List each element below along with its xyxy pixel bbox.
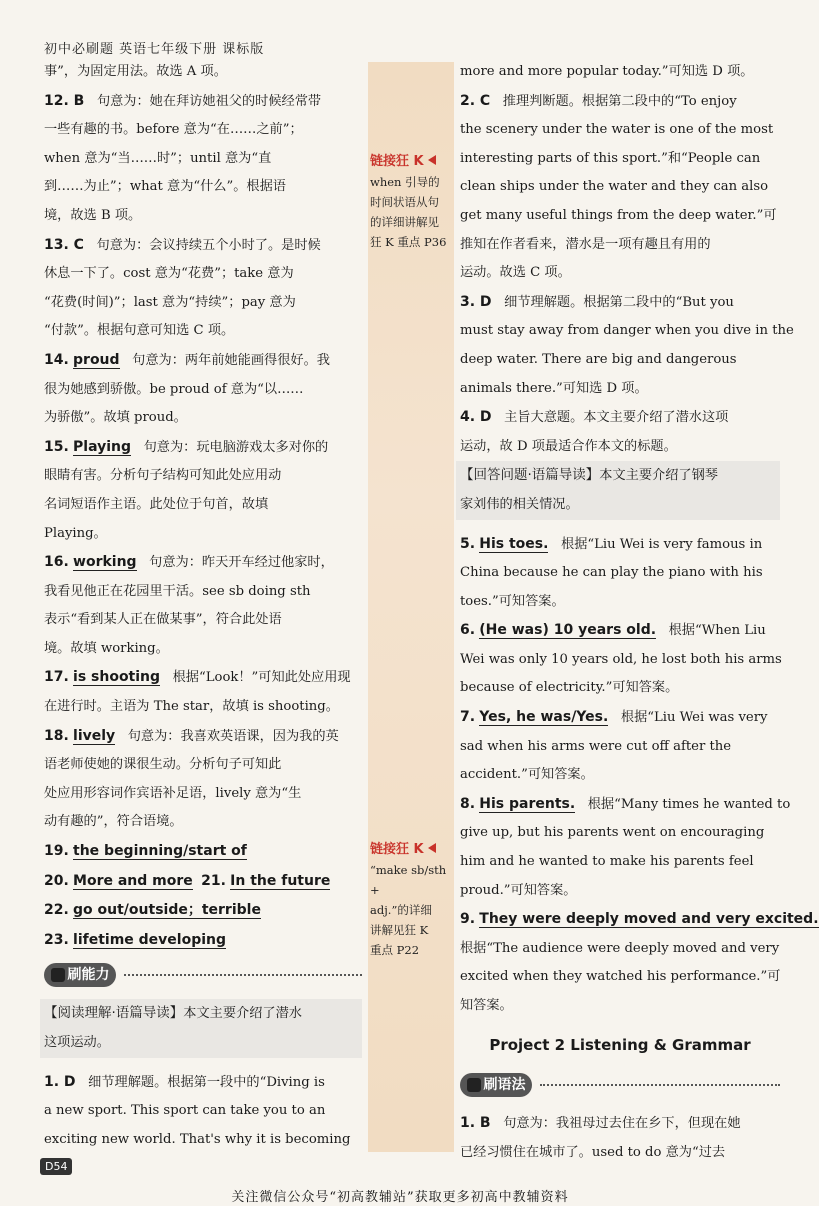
answer-23: [44, 926, 362, 956]
text-line: “花费(时间)”；last 意为“持续”；pay 意为: [44, 294, 296, 310]
question-number: 9.: [460, 911, 476, 928]
text-line: 句意为：我喜欢英语课，因为我的英: [127, 728, 339, 744]
question-number: 14.: [44, 351, 69, 368]
project-heading: Project 2 Listening & Grammar: [489, 1035, 751, 1054]
text-line: proud.”可知答案。: [460, 882, 577, 898]
text-line: 句意为：昨天开车经过他家时，: [149, 555, 334, 571]
text-line: must stay away from danger when you dive in the: [460, 323, 794, 339]
section-banner-ability: [44, 961, 362, 991]
answer-r8: [460, 790, 791, 820]
text-line: sad when his arms were cut off after the: [460, 738, 732, 754]
text-line: 细节理解题。根据第一段中的“Diving is: [88, 1074, 325, 1090]
text-line: a new sport. This sport can take you to an: [44, 1103, 326, 1119]
question-number: 4. D: [460, 409, 492, 426]
note-link-head: 链接狂 K: [370, 840, 454, 860]
text-line: 眼睛有害。分析句子结构可知此处应用动: [44, 468, 282, 484]
answer-12: [44, 87, 362, 117]
question-number: 13. C: [44, 236, 84, 253]
text-line: 事”，为固定用法。故选 A 项。: [44, 64, 227, 79]
banner-pill: 刷语法: [460, 1073, 532, 1097]
right-column: [460, 58, 819, 1167]
text-line: accident.”可知答案。: [460, 767, 594, 783]
text-line: get many useful things from the deep water.”可: [460, 207, 777, 223]
text-line: 主旨大意题。本文主要介绍了潜水这项: [504, 410, 729, 426]
text-line: 在进行时。主语为 The star，故填 is shooting。: [44, 699, 339, 715]
text-line: 根据“When Liu: [668, 623, 766, 639]
text-line: interesting parts of this sport.”和“People can: [460, 150, 761, 166]
text-line: 语老师使她的课很生动。分析句子可知此: [44, 757, 282, 773]
text-line: 句意为：会议持续五个小时了。是时候: [96, 237, 321, 253]
text-line: 根据“Many times he wanted to: [587, 796, 791, 812]
text-line: 到……为止”；what 意为“什么”。根据语: [44, 179, 286, 195]
text-line: “付款”。根据句意可知选 C 项。: [44, 323, 235, 339]
text-line: 境，故选 B 项。: [44, 207, 142, 223]
text-line: 名词短语作主语。此处位于句首，故填: [44, 496, 269, 512]
question-number: 8.: [460, 795, 476, 812]
question-number: 2. C: [460, 92, 491, 109]
text-line: 本文主要介绍了潜水: [183, 1006, 302, 1022]
text-line: 很为她感到骄傲。be proud of 意为“以……: [44, 381, 304, 397]
text-line: 句意为：两年前她能画得很好。我: [132, 352, 330, 368]
text-line: 表示“看到某人正在做某事”，符合此处语: [44, 612, 282, 628]
pencil-icon: [467, 1078, 481, 1092]
answer-text: is shooting: [73, 669, 161, 686]
answer-text: They were deeply moved and very excited.: [479, 911, 819, 928]
text-line: 句意为：玩电脑游戏太多对你的: [143, 439, 329, 455]
section-label: 【回答问题·语篇导读】: [460, 467, 600, 484]
answer-text: In the future: [230, 872, 331, 889]
answer-r1: [44, 1068, 362, 1098]
answer-guide: [456, 461, 780, 491]
margin-note-2: [370, 840, 454, 960]
answer-r3: [460, 288, 780, 318]
answer-15: [44, 433, 362, 463]
answer-r6: [460, 616, 780, 646]
text-line: 为骄傲”。故填 proud。: [44, 410, 187, 426]
answer-19: [44, 837, 362, 867]
text-line: Playing。: [44, 525, 107, 541]
text-line: 已经习惯住在城市了。used to do 意为“过去: [460, 1144, 726, 1160]
question-number: 6.: [460, 622, 476, 639]
text-line: clean ships under the water and they can also: [460, 179, 769, 195]
text-line: give up, but his parents went on encouraging: [460, 825, 765, 841]
text-line: 这项运动。: [40, 1029, 362, 1058]
text-line: 本文主要介绍了钢琴: [599, 468, 718, 484]
note-line: when 引导的: [370, 175, 440, 189]
note-line: adj.”的详细: [370, 903, 432, 917]
answer-text: (He was) 10 years old.: [479, 622, 657, 639]
answer-20-21: [44, 867, 362, 897]
question-number: 1. B: [460, 1115, 491, 1132]
arrow-left-icon: [428, 843, 436, 853]
question-number: 12. B: [44, 92, 85, 109]
question-number: 15.: [44, 438, 69, 455]
banner-pill: 刷能力: [44, 963, 116, 987]
left-column: [44, 58, 362, 1154]
text-line: 根据“Liu Wei was very: [620, 710, 768, 726]
note-line: “make sb/sth +: [370, 863, 447, 897]
text-line: 处应用形容词作宾语补足语，lively 意为“生: [44, 785, 302, 801]
text-line: because of electricity.”可知答案。: [460, 680, 679, 696]
answer-16: [44, 548, 362, 578]
answer-14: [44, 346, 362, 376]
answer-r4: [460, 403, 780, 433]
answer-18: [44, 722, 362, 752]
question-number: 19.: [44, 843, 69, 860]
question-number: 17.: [44, 669, 69, 686]
reading-guide: [40, 999, 362, 1029]
question-number: 21.: [201, 872, 226, 889]
dotted-divider: [540, 1084, 780, 1086]
answer-r9: [460, 905, 819, 935]
answer-text: Playing: [73, 438, 132, 455]
question-number: 22.: [44, 902, 69, 919]
answer-17: [44, 663, 362, 693]
note-line: 狂 K 重点 P36: [370, 235, 447, 249]
text-line: deep water. There are big and dangerous: [460, 351, 737, 367]
arrow-left-icon: [428, 155, 436, 165]
text-line: 句意为：我祖母过去住在乡下，但现在她: [503, 1116, 741, 1132]
answer-22: [44, 896, 362, 926]
note-line: 重点 P22: [370, 943, 420, 957]
page-footer: 关注微信公众号“初高教辅站”获取更多初高中教辅资料: [231, 1190, 569, 1205]
note-link-head: 链接狂 K: [370, 152, 454, 172]
text-line: 根据“The audience were deeply moved and very: [460, 940, 780, 956]
text-line: 动有趣的”，符合语境。: [44, 814, 183, 830]
margin-note-1: [370, 152, 454, 252]
text-line: 推理判断题。根据第二段中的“To enjoy: [502, 93, 737, 109]
text-line: 我看见他正在花园里干活。see sb doing sth: [44, 583, 311, 599]
answer-text: working: [73, 554, 137, 571]
question-number: 16.: [44, 554, 69, 571]
text-line: China because he can play the piano with his: [460, 565, 763, 581]
question-number: 7.: [460, 709, 476, 726]
text-line: 家刘伟的相关情况。: [456, 491, 780, 520]
text-line: exciting new world. That's why it is becoming: [44, 1131, 351, 1147]
text-line: toes.”可知答案。: [460, 593, 565, 609]
note-line: 讲解见狂 K: [370, 923, 429, 937]
answer-text: His parents.: [479, 795, 576, 812]
answer-r2: [460, 87, 780, 117]
text-line: 推知在作者看来，潜水是一项有趣且有用的: [460, 236, 711, 252]
answer-text: His toes.: [479, 535, 549, 552]
answer-text: proud: [73, 351, 120, 368]
answer-13: [44, 231, 362, 261]
text-line: when 意为“当……时”；until 意为“直: [44, 150, 272, 166]
text-line: 知答案。: [460, 998, 513, 1013]
answer-text: lifetime developing: [73, 931, 227, 948]
answer-r7: [460, 703, 780, 733]
text-line: 根据“Look！”可知此处应用现: [172, 670, 351, 686]
question-number: 1. D: [44, 1073, 76, 1090]
pencil-icon: [51, 968, 65, 982]
text-line: 境。故填 working。: [44, 640, 169, 656]
text-line: excited when they watched his performance.”可: [460, 969, 781, 985]
page-header: 初中必刷题 英语七年级下册 课标版: [44, 42, 265, 57]
question-number: 20.: [44, 872, 69, 889]
answer-text: go out/outside；terrible: [73, 902, 261, 919]
section-banner-grammar: [460, 1071, 780, 1101]
answer-text: the beginning/start of: [73, 843, 247, 860]
text-line: 句意为：她在拜访她祖父的时候经常带: [96, 93, 322, 109]
page-number: D54: [40, 1158, 72, 1175]
note-line: 的详细讲解见: [370, 215, 439, 229]
answer-text: lively: [73, 727, 116, 744]
text-line: the scenery under the water is one of the most: [460, 122, 774, 138]
text-line: him and he wanted to make his parents feel: [460, 854, 754, 870]
text-line: animals there.”可知选 D 项。: [460, 380, 648, 396]
dotted-divider: [124, 974, 362, 976]
text-line: 一些有趣的书。before 意为“在……之前”；: [44, 122, 303, 138]
section-label: 【阅读理解·语篇导读】: [44, 1005, 184, 1022]
text-line: 休息一下了。cost 意为“花费”；take 意为: [44, 266, 294, 282]
question-number: 5.: [460, 535, 476, 552]
text-line: 根据“Liu Wei is very famous in: [561, 536, 763, 552]
answer-r5: [460, 530, 780, 560]
answer-text: More and more: [73, 872, 193, 889]
note-line: 时间状语从句: [370, 195, 439, 209]
text-line: 运动。故选 C 项。: [460, 265, 571, 281]
question-number: 23.: [44, 931, 69, 948]
question-number: 18.: [44, 727, 69, 744]
question-number: 3. D: [460, 293, 492, 310]
text-line: Wei was only 10 years old, he lost both his arms: [460, 651, 782, 667]
text-line: more and more popular today.”可知选 D 项。: [460, 64, 754, 79]
answer-text: Yes, he was/Yes.: [479, 709, 609, 726]
text-line: 细节理解题。根据第二段中的“But you: [504, 294, 734, 310]
text-line: 运动，故 D 项最适合作本文的标题。: [460, 438, 677, 454]
answer-g1: [460, 1109, 780, 1139]
